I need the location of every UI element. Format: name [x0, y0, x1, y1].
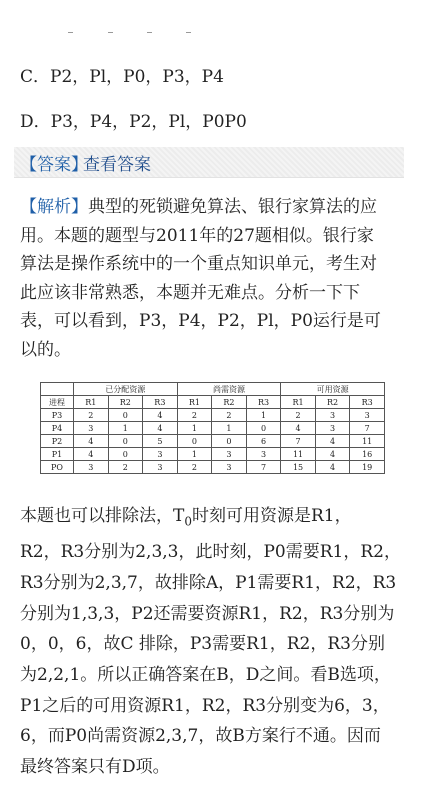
table-cell: 1	[177, 422, 212, 435]
table-cell: 7	[281, 435, 316, 448]
table-cell: 1	[246, 409, 281, 422]
table-cell: 3	[143, 461, 178, 474]
table-cell: 0	[177, 435, 212, 448]
table-cell: 11	[281, 448, 316, 461]
table-cell: PO	[41, 461, 74, 474]
subheader-cell: R1	[281, 396, 316, 409]
answer-label: 【答案】	[20, 155, 88, 175]
table-cell: 6	[246, 435, 281, 448]
subheader-cell: R3	[246, 396, 281, 409]
table-cell: 7	[350, 422, 385, 435]
table-cell: P3	[41, 409, 74, 422]
table-cell: 2	[281, 409, 316, 422]
conclusion-line-1	[20, 501, 410, 537]
conclusion-paragraph	[20, 501, 410, 783]
time-symbol: T	[173, 506, 185, 526]
table-cell: 4	[281, 422, 316, 435]
table-row	[41, 435, 385, 448]
time-subscript: 0	[184, 514, 192, 529]
table-cell: 5	[143, 435, 178, 448]
cropped-text-line	[20, 26, 404, 38]
subheader-cell: R2	[108, 396, 143, 409]
table-cell: 3	[74, 422, 109, 435]
table-cell: 1	[108, 422, 143, 435]
subheader-cell: R1	[74, 396, 109, 409]
conclusion-line-2: R2，R3分别为2,3,3，此时刻，P0需要R1，R2，	[20, 542, 401, 563]
table-cell: 3	[143, 448, 178, 461]
table-cell: 0	[246, 422, 281, 435]
table-row	[41, 422, 385, 435]
option-d: D．P3，P4，P2，Pl，P0P0	[20, 112, 247, 132]
table-cell: 15	[281, 461, 316, 474]
group-header-available: 可用资源	[281, 383, 385, 396]
analysis-line-1	[20, 193, 406, 222]
conclusion-line-8: 6，而P0尚需资源2,3,7，故B方案行不通。因而	[20, 726, 381, 747]
conclusion-line-9: 最终答案只有D项。	[20, 757, 170, 778]
conclusion-line-7: P1之后的可用资源R1，R2，R3分别变为6，3，	[20, 695, 390, 716]
conclusion-text: 时刻可用资源是R1，	[191, 506, 352, 526]
answer-bar	[14, 147, 404, 178]
table-cell: P2	[41, 435, 74, 448]
table-cell: 4	[74, 435, 109, 448]
analysis-line-3: 算法是操作系统中的一个重点知识单元，考生对	[20, 254, 377, 275]
conclusion-line-3: R3分别为2,3,7，故排除A，P1需要R1，R2，R3	[20, 572, 397, 593]
conclusion-line-5: 0，0，6，故C 排除，P3需要R1，R2，R3分别	[20, 634, 385, 655]
table-cell: 1	[177, 448, 212, 461]
banker-table	[40, 382, 385, 474]
table-cell: 0	[108, 448, 143, 461]
banker-table-image	[40, 382, 385, 482]
table-cell: 16	[350, 448, 385, 461]
table-cell: 2	[177, 461, 212, 474]
table-cell: 3	[315, 422, 350, 435]
table-cell: 4	[315, 461, 350, 474]
table-cell: P4	[41, 422, 74, 435]
subheader-cell: R2	[315, 396, 350, 409]
table-cell: P1	[41, 448, 74, 461]
table-header-row	[41, 383, 385, 396]
table-cell: 3	[212, 461, 247, 474]
table-cell: 3	[212, 448, 247, 461]
table-row	[41, 461, 385, 474]
conclusion-text: 本题也可以排除法，	[20, 506, 173, 526]
subheader-cell: R2	[212, 396, 247, 409]
analysis-line-6: 以的。	[20, 339, 71, 360]
analysis-line-2: 用。本题的题型与2011年的27题相似。银行家	[20, 225, 374, 246]
table-cell: 2	[74, 409, 109, 422]
analysis-paragraph	[20, 193, 406, 365]
table-cell: 2	[177, 409, 212, 422]
table-corner-cell	[41, 383, 74, 396]
table-cell: 4	[143, 422, 178, 435]
table-cell: 3	[74, 461, 109, 474]
table-cell: 11	[350, 435, 385, 448]
table-cell: 0	[108, 435, 143, 448]
analysis-tag: 【解析】	[20, 197, 88, 217]
option-c: C．P2，Pl，P0，P3，P4	[20, 67, 224, 87]
table-cell: 1	[212, 422, 247, 435]
conclusion-line-4: 分别为1,3,3，P2还需要资源R1，R2，R3分别为	[20, 603, 395, 624]
subheader-cell: R1	[177, 396, 212, 409]
table-cell: 0	[108, 409, 143, 422]
table-cell: 3	[315, 409, 350, 422]
table-cell: 3	[350, 409, 385, 422]
table-cell: 0	[212, 435, 247, 448]
table-row	[41, 448, 385, 461]
subheader-cell: R3	[143, 396, 178, 409]
table-cell: 7	[246, 461, 281, 474]
conclusion-line-6: 为2,2,1。所以正确答案在B，D之间。看B选项，	[20, 664, 391, 685]
view-answer-link[interactable]: 查看答案	[83, 155, 151, 175]
group-header-need: 尚需资源	[177, 383, 281, 396]
analysis-line-4: 此应该非常熟悉，本题并无难点。分析一下下	[20, 282, 360, 303]
group-header-allocated: 已分配资源	[74, 383, 178, 396]
table-cell: 19	[350, 461, 385, 474]
table-cell: 4	[315, 448, 350, 461]
table-cell: 2	[212, 409, 247, 422]
subheader-cell: R3	[350, 396, 385, 409]
analysis-line-5: 表，可以看到，P3，P4，P2，Pl，P0运行是可	[20, 311, 381, 332]
table-cell: 4	[143, 409, 178, 422]
table-cell: 3	[246, 448, 281, 461]
analysis-text-1: 典型的死锁避免算法、银行家算法的应	[88, 197, 377, 217]
table-cell: 4	[74, 448, 109, 461]
table-cell: 2	[108, 461, 143, 474]
table-cell: 4	[315, 435, 350, 448]
subheader-cell: 进程	[41, 396, 74, 409]
table-subheader-row	[41, 396, 385, 409]
table-row	[41, 409, 385, 422]
